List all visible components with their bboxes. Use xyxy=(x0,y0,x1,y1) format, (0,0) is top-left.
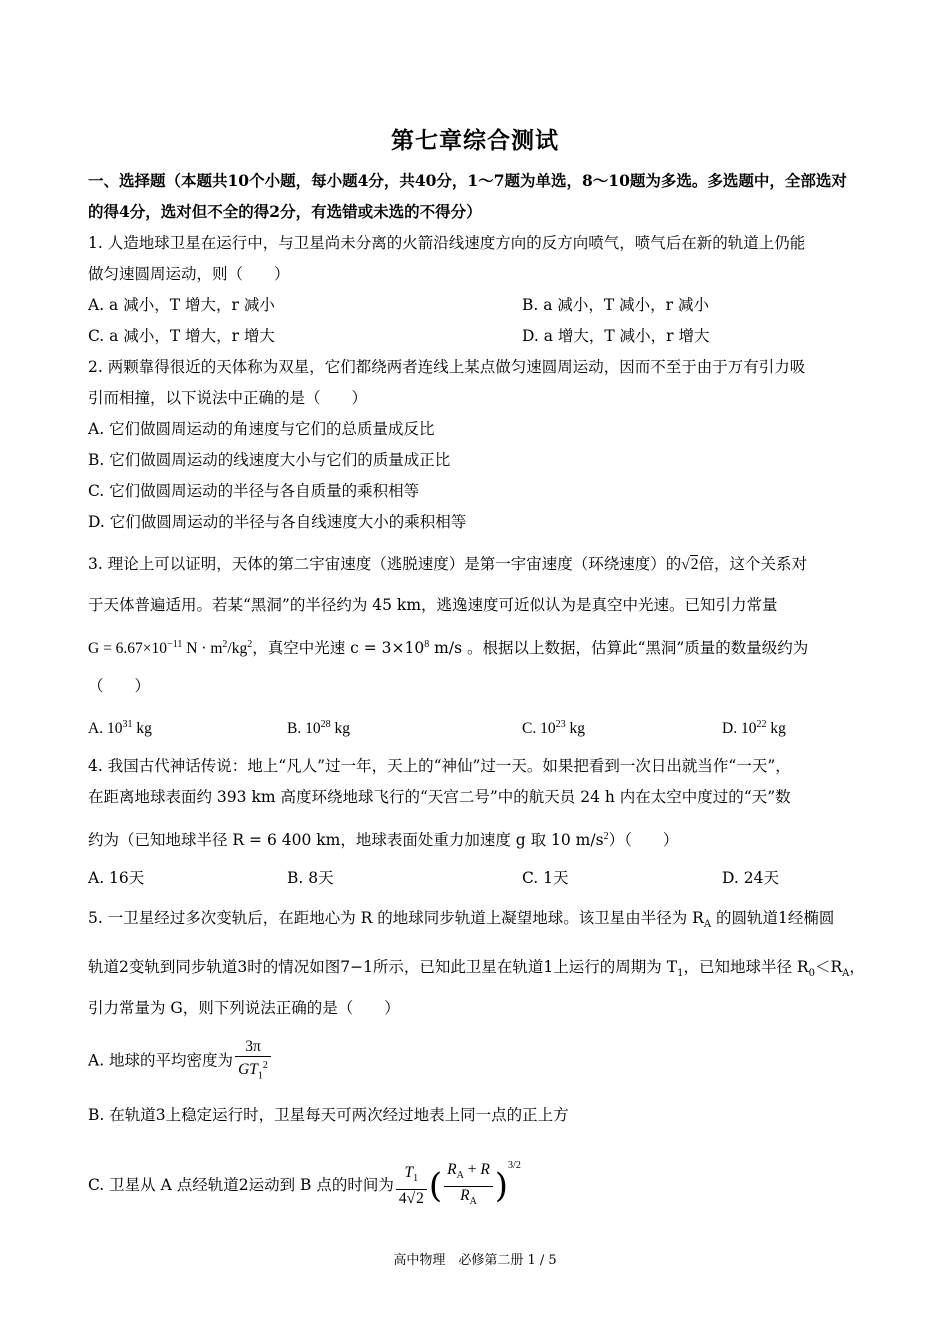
q1-stem-line1: 1. 人造地球卫星在运行中，与卫星尚未分离的火箭沿线速度方向的反方向喷气，喷气后在新的轨道上仍能 xyxy=(88,234,806,252)
q5-option-c: C. 卫星从 A 点经轨道2运动到 B 点的时间为 $\frac{T_1}{4√2}$ ( $\frac{R_A + R}{R_A}$ )$^{3/2}$ xyxy=(88,1138,521,1213)
q3-g-unit: N · m xyxy=(182,640,223,658)
q2-option-a: A. 它们做圆周运动的角速度与它们的总质量成反比 xyxy=(88,420,435,438)
q1-option-b: B. a 减小，T 减小，r 减小 xyxy=(522,296,710,314)
q3-c-mid: ，真空中光速 c = 3×10 xyxy=(252,639,425,658)
q4-stem-line1: 4. 我国古代神话传说：地上“凡人”过一年，天上的“神仙”过一天。如果把看到一次日出就当作“一天”， xyxy=(88,757,791,775)
q3-g-unit-exp: 2 xyxy=(222,639,228,650)
q4-option-d: D. 24天 xyxy=(722,869,779,887)
q3-stem-line2: 于天体普遍适用。若某“黑洞”的半径约为 45 km，逃逸速度可近似认为是真空中光速。已知引力常量 xyxy=(88,596,778,614)
q1-stem-line2: 做匀速圆周运动，则（ ） xyxy=(88,265,290,283)
q3-g-exp: −11 xyxy=(167,639,183,650)
q5-option-c-inner-fraction: $\frac{R_A + R}{R_A}$ xyxy=(444,1161,493,1210)
q3-option-c: C. $10^{23}$ kg xyxy=(522,719,585,738)
q3-c-unit: m/s 。根据以上数据，估算此“黑洞”质量的数量级约为 xyxy=(429,639,809,658)
q1-option-d: D. a 增大，T 减小，r 增大 xyxy=(522,327,710,345)
q2-option-d: D. 它们做圆周运动的半径与各自线速度大小的乘积相等 xyxy=(88,513,467,531)
q3-g-unit2-exp: 2 xyxy=(247,639,253,650)
q5-option-c-fraction: $\frac{T_1}{4√2}$ xyxy=(396,1164,427,1207)
q3-c-exp: 8 xyxy=(424,639,430,650)
q2-stem-line1: 2. 两颗靠得很近的天体称为双星，它们都绕两者连线上某点做匀速圆周运动，因而不至于由于万有引力吸 xyxy=(88,358,806,376)
sqrt-value: 2 xyxy=(690,556,699,573)
q4-option-a: A. 16天 xyxy=(88,869,145,887)
q2-option-c: C. 它们做圆周运动的半径与各自质量的乘积相等 xyxy=(88,482,420,500)
q5-stem-line2: 轨道2变轨到同步轨道3时的情况如图7−1所示，已知此卫星在轨道1上运行的周期为 $T_1$，已知地球半径 $R_0<R_A$， xyxy=(88,958,865,980)
q3-option-a: A. $10^{31}$ kg xyxy=(88,719,152,738)
section-heading-line1: 一、选择题（本题共10个小题，每小题4分，共40分，1～7题为单选，8～10题为多选。多选题中，全部选对 xyxy=(88,171,847,190)
section-heading-line2: 的得4分，选对但不全的得2分，有选错或未选的不得分） xyxy=(88,202,482,221)
q3-stem-line1 xyxy=(88,553,807,576)
sqrt-symbol: √ xyxy=(681,556,690,573)
q5-option-a-fraction: $\frac{3\pi}{GT_1^2}$ xyxy=(235,1038,271,1085)
q3-stem-line4: （ ） xyxy=(88,677,151,695)
q3-option-b: B. $10^{28}$ kg xyxy=(287,719,350,738)
q3-g-unit2: /kg xyxy=(227,640,248,658)
q5-stem-line3: 引力常量为 G，则下列说法正确的是（ ） xyxy=(88,999,400,1017)
page-footer: 高中物理 必修第二册 1 / 5 xyxy=(393,1253,557,1268)
q5-option-a: A. 地球的平均密度为 $\frac{3\pi}{GT_1^2}$ xyxy=(88,1038,273,1085)
q5-stem-line1: 5. 一卫星经过多次变轨后，在距地心为 R 的地球同步轨道上凝望地球。该卫星由半径为 $R_A$ 的圆轨道1经椭圆 xyxy=(88,909,835,931)
q4-option-b: B. 8天 xyxy=(287,869,334,887)
q3-stem-line3 xyxy=(88,634,808,660)
q5-option-b: B. 在轨道3上稳定运行时，卫星每天可两次经过地表上同一点的正上方 xyxy=(88,1106,569,1124)
q1-option-c: C. a 减小，T 增大，r 增大 xyxy=(88,327,275,345)
q1-option-a: A. a 减小，T 增大，r 减小 xyxy=(88,296,275,314)
page-title: 第七章综合测试 xyxy=(391,127,559,154)
q3-stem-line1b: 倍，这个关系对 xyxy=(698,555,807,573)
q2-stem-line2: 引而相撞，以下说法中正确的是（ ） xyxy=(88,389,368,407)
q4-stem-line3: 约为（已知地球半径 R = 6 400 km，地球表面处重力加速度 g 取 10 $m/s^2$）（ ） xyxy=(88,831,679,850)
q4-option-c: C. 1天 xyxy=(522,869,569,887)
q3-g-text: G = 6.67×10 xyxy=(88,640,168,658)
q3-stem-line1a: 3. 理论上可以证明，天体的第二宇宙速度（逃脱速度）是第一宇宙速度（环绕速度）的 xyxy=(88,555,682,573)
q2-option-b: B. 它们做圆周运动的线速度大小与它们的质量成正比 xyxy=(88,451,451,469)
q4-stem-line2: 在距离地球表面约 393 km 高度环绕地球飞行的“天宫二号”中的航天员 24 h 内在太空中度过的“天”数 xyxy=(88,788,791,806)
q3-option-d: D. $10^{22}$ kg xyxy=(722,719,786,738)
